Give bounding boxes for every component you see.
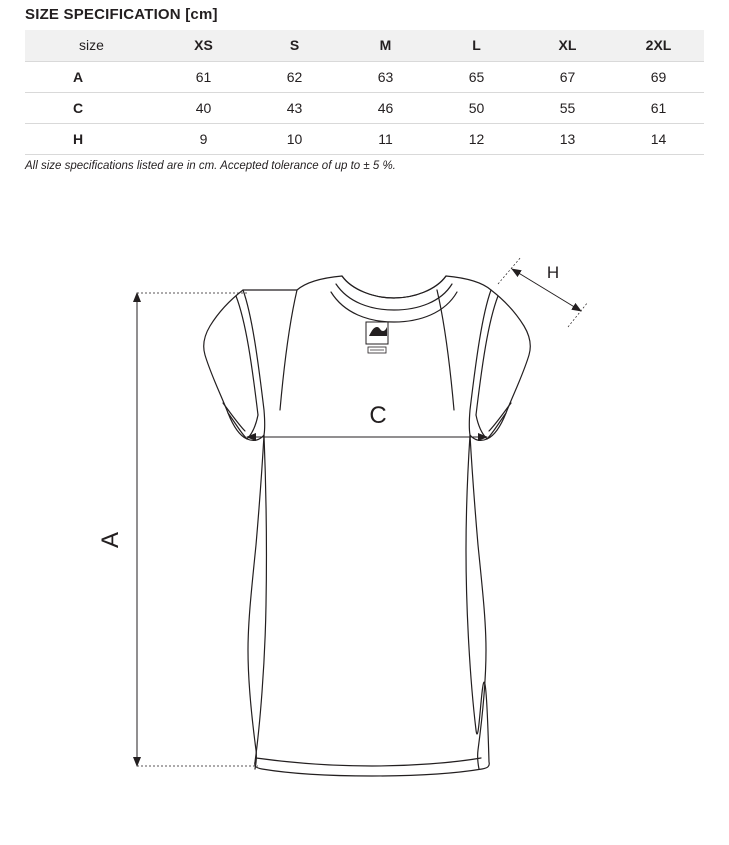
brand-label-icon xyxy=(366,322,388,353)
cell-c-xl: 55 xyxy=(522,92,613,123)
cell-c-s: 43 xyxy=(249,92,340,123)
row-label-c: C xyxy=(25,92,158,123)
page-title xyxy=(25,6,218,23)
cell-h-xs: 9 xyxy=(158,123,249,154)
size-table-head xyxy=(25,30,704,61)
column-header-m: M xyxy=(340,30,431,61)
garment-diagram xyxy=(0,210,729,830)
column-header-xl: XL xyxy=(522,30,613,61)
table-row xyxy=(25,123,704,154)
size-table-wrapper xyxy=(25,30,704,155)
cell-a-xl: 67 xyxy=(522,61,613,92)
cell-h-xl: 13 xyxy=(522,123,613,154)
dimension-a xyxy=(137,293,258,766)
cell-a-m: 63 xyxy=(340,61,431,92)
size-table xyxy=(25,30,704,155)
row-label-a: A xyxy=(25,61,158,92)
column-header-2xl: 2XL xyxy=(613,30,704,61)
cell-h-m: 11 xyxy=(340,123,431,154)
row-label-h: H xyxy=(25,123,158,154)
column-header-xs: XS xyxy=(158,30,249,61)
column-header-l: L xyxy=(431,30,522,61)
table-row xyxy=(25,92,704,123)
size-table-body xyxy=(25,61,704,154)
dimension-h-label: H xyxy=(546,263,560,282)
page-title-unit: [cm] xyxy=(185,6,218,23)
cell-h-l: 12 xyxy=(431,123,522,154)
cell-c-xs: 40 xyxy=(158,92,249,123)
table-header-row xyxy=(25,30,704,61)
cell-c-l: 50 xyxy=(431,92,522,123)
tolerance-note: All size specifications listed are in cm. Accepted tolerance of up to ± 5 %. xyxy=(25,160,396,172)
tshirt-outline xyxy=(204,276,531,776)
table-row xyxy=(25,61,704,92)
cell-a-2xl: 69 xyxy=(613,61,704,92)
column-header-s: S xyxy=(249,30,340,61)
cell-a-l: 65 xyxy=(431,61,522,92)
cell-h-s: 10 xyxy=(249,123,340,154)
cell-h-2xl: 14 xyxy=(613,123,704,154)
cell-c-m: 46 xyxy=(340,92,431,123)
page-title-text: SIZE SPECIFICATION xyxy=(25,6,186,23)
dimension-h xyxy=(498,257,588,327)
cell-a-s: 62 xyxy=(249,61,340,92)
cell-c-2xl: 61 xyxy=(613,92,704,123)
column-header-size: size xyxy=(25,30,158,61)
cell-a-xs: 61 xyxy=(158,61,249,92)
dimension-c-label: C xyxy=(369,402,387,429)
dimension-a-label: A xyxy=(97,531,124,549)
